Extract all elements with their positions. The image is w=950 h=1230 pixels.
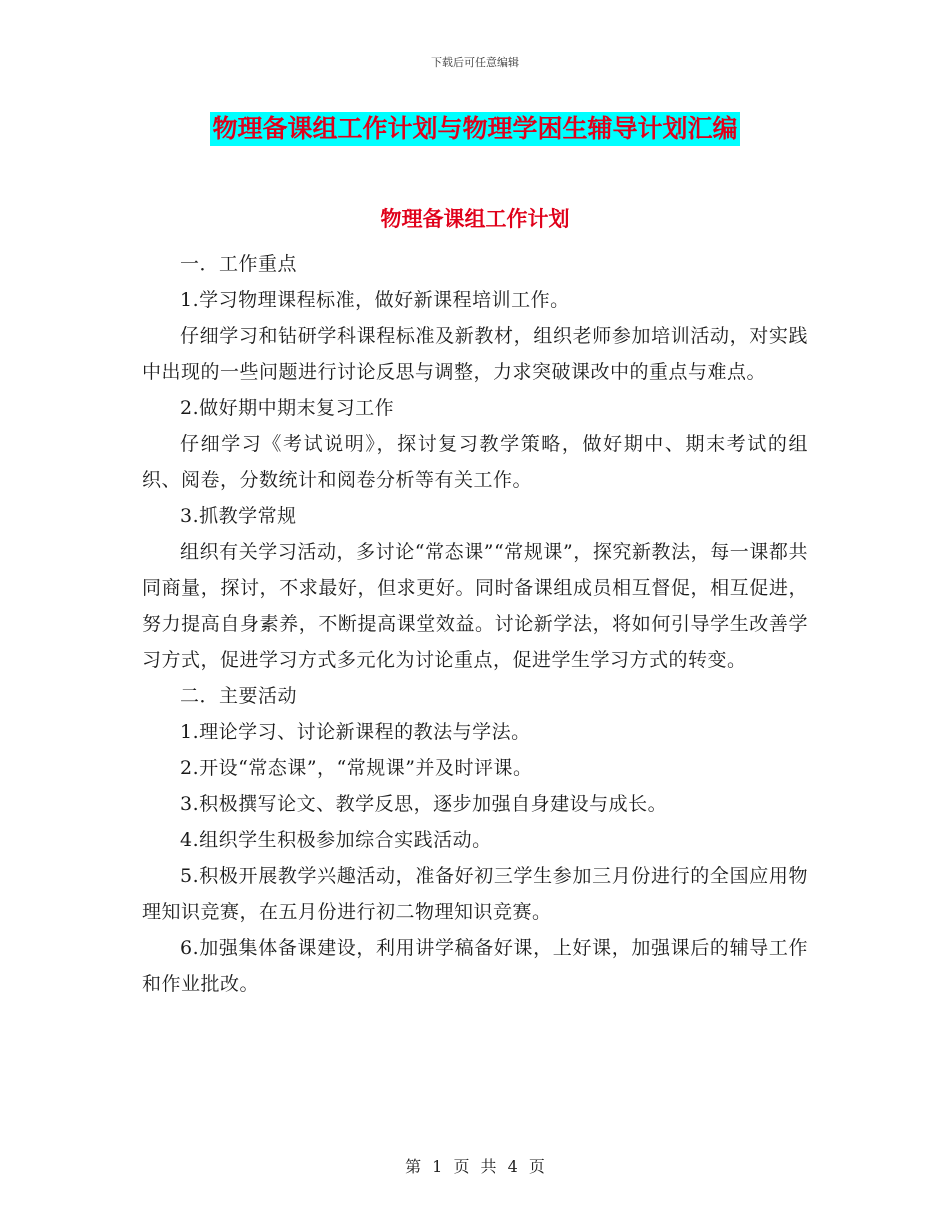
page-footer: 第 1 页 共 4 页: [405, 1157, 545, 1176]
heading-main-activities: 二．主要活动: [180, 685, 298, 707]
list-item: 3.积极撰写论文、教学反思，逐步加强自身建设与成长。: [180, 793, 668, 815]
body-paragraph: 仔细学习《考试说明》，探讨复习教学策略，做好期中、期末考试的组织、阅卷，分数统计和阅卷分析等有关工作。: [142, 433, 808, 491]
list-item: 3.抓教学常规: [180, 505, 297, 527]
list-item: 1.理论学习、讨论新课程的教法与学法。: [180, 721, 531, 743]
list-item: 1.学习物理课程标准，做好新课程培训工作。: [180, 289, 570, 311]
heading-work-focus: 一．工作重点: [180, 253, 298, 275]
list-item: 4.组织学生积极参加综合实践活动。: [180, 829, 492, 851]
list-item: 2.开设“常态课”，“常规课”并及时评课。: [180, 757, 533, 779]
body-paragraph: 仔细学习和钻研学科课程标准及新教材，组织老师参加培训活动，对实践中出现的一些问题进行讨论反思与调整，力求突破课改中的重点与难点。: [142, 325, 808, 383]
list-item: 2.做好期中期末复习工作: [180, 397, 395, 419]
list-item: 6.加强集体备课建设，利用讲学稿备好课，上好课，加强课后的辅导工作和作业批改。: [142, 937, 808, 995]
body-paragraph: 组织有关学习活动，多讨论“常态课”“常规课”，探究新教法，每一课都共同商量，探讨，不求最好，但求更好。同时备课组成员相互督促，相互促进，努力提高自身素养，不断提高课堂效益。讨论新学法，将如何引导学生改善学习方式，促进学习方式多元化为讨论重点，促进学生学习方式的转变。: [142, 541, 808, 671]
header-note: 下载后可任意编辑: [431, 56, 519, 69]
section-title: 物理备课组工作计划: [380, 207, 570, 231]
document-title-container: [0, 112, 950, 146]
list-item: 5.积极开展教学兴趣活动，准备好初三学生参加三月份进行的全国应用物理知识竞赛，在五月份进行初二物理知识竞赛。: [142, 865, 808, 923]
document-body: [142, 246, 808, 1002]
document-title: 物理备课组工作计划与物理学困生辅导计划汇编: [210, 112, 739, 146]
